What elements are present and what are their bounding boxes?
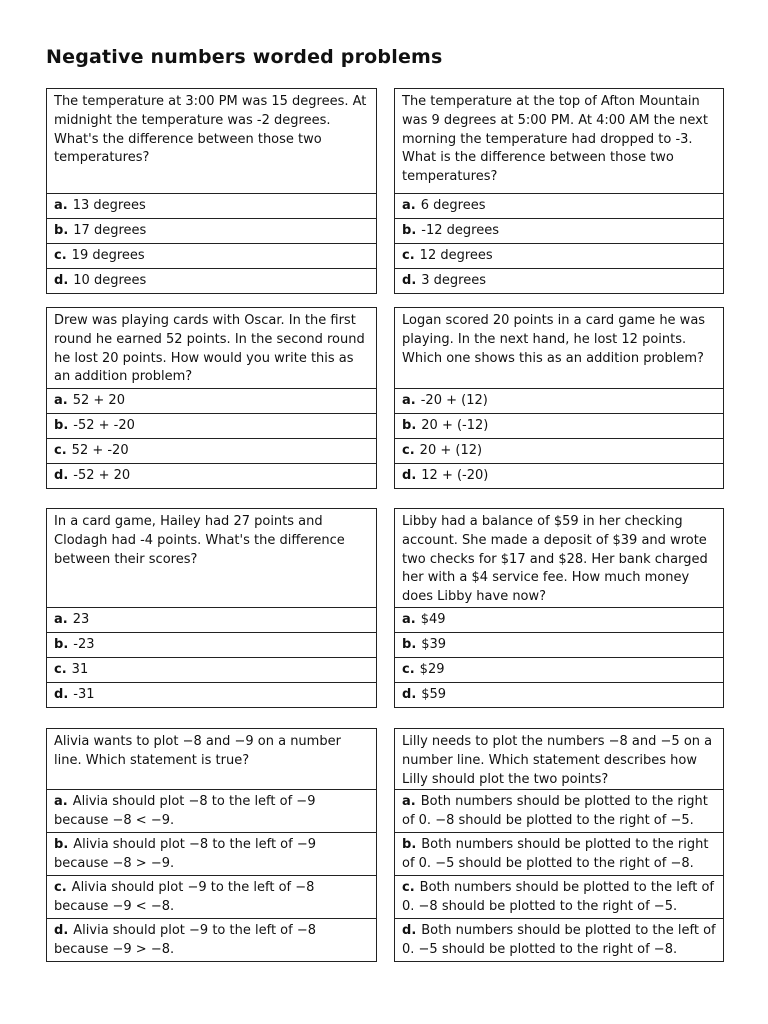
option-letter: b . (54, 417, 68, 436)
question-text: In a card game, Hailey had 27 points and Clodagh had -4 points. What's the difference between their scores? (54, 514, 345, 567)
option-letter: a . (54, 197, 68, 216)
answer-option[interactable] (395, 607, 723, 632)
problem-card (394, 88, 724, 294)
option-text: Alivia should plot −9 to the left of −8 because −9 < −8. (54, 880, 315, 914)
answer-option[interactable] (395, 682, 723, 707)
option-letter: b . (402, 417, 416, 436)
option-text: 17 degrees (73, 222, 147, 238)
option-letter: d . (54, 272, 68, 291)
problem-card (46, 728, 377, 962)
answer-option[interactable] (47, 413, 376, 438)
option-letter: a . (54, 392, 68, 411)
answer-option[interactable] (47, 218, 376, 243)
option-letter: d . (54, 467, 68, 486)
problem-card (46, 88, 377, 294)
option-text: -23 (73, 636, 95, 652)
option-text: 52 + -20 (71, 442, 129, 458)
problem-card (394, 307, 724, 489)
answer-option[interactable] (395, 218, 723, 243)
answer-option[interactable] (395, 268, 723, 293)
question-text: Drew was playing cards with Oscar. In the first round he earned 52 points. In the second round he lost 20 points. How would you write this as an addition problem? (54, 313, 365, 385)
answer-option[interactable] (47, 243, 376, 268)
answer-option[interactable] (395, 657, 723, 682)
option-text: 12 + (-20) (421, 467, 489, 483)
option-text: Alivia should plot −9 to the left of −8 because −9 > −8. (54, 923, 316, 957)
option-text: 13 degrees (72, 197, 146, 213)
option-letter: d . (402, 686, 416, 705)
question-text: Libby had a balance of $59 in her checking account. She made a deposit of $39 and wrote two checks for $17 and $28. Her bank charged her with a $4 service fee. How much money does Libby have now? (402, 514, 708, 605)
option-text: 52 + 20 (72, 392, 125, 408)
option-letter: b . (402, 222, 416, 241)
answer-option[interactable] (47, 657, 376, 682)
option-letter: c . (402, 880, 415, 895)
option-text: 23 (72, 611, 90, 627)
option-letter: b . (402, 636, 416, 655)
option-letter: c . (54, 247, 67, 266)
answer-option[interactable] (47, 632, 376, 657)
option-text: 20 + (-12) (421, 417, 489, 433)
option-letter: b . (402, 837, 416, 852)
option-letter: b . (54, 222, 68, 241)
answer-option[interactable] (47, 682, 376, 707)
option-text: -31 (73, 686, 95, 702)
answer-option[interactable] (395, 632, 723, 657)
answer-option[interactable] (47, 438, 376, 463)
option-letter: c . (54, 661, 67, 680)
option-letter: b . (54, 636, 68, 655)
answer-option[interactable] (47, 875, 376, 918)
answer-option[interactable] (47, 463, 376, 488)
option-text: 6 degrees (420, 197, 486, 213)
option-letter: c . (402, 442, 415, 461)
problem-card (394, 508, 724, 708)
option-letter: a . (54, 611, 68, 630)
option-text: Alivia should plot −8 to the left of −9 because −8 > −9. (54, 837, 316, 871)
answer-option[interactable] (47, 789, 376, 832)
answer-option[interactable] (395, 193, 723, 218)
question-text: The temperature at the top of Afton Mountain was 9 degrees at 5:00 PM. At 4:00 AM the next morning the temperature had dropped to -3. What is the difference between those two temperatures? (402, 94, 708, 185)
answer-option[interactable] (395, 388, 723, 413)
answer-option[interactable] (395, 875, 723, 918)
option-text: -52 + -20 (73, 417, 135, 433)
answer-option[interactable] (395, 243, 723, 268)
option-letter: d . (402, 923, 416, 938)
question-text: Lilly needs to plot the numbers −8 and −5 on a number line. Which statement describes how Lilly should plot the two points? (402, 734, 713, 787)
option-text: 12 degrees (419, 247, 493, 263)
option-letter: a . (402, 197, 416, 216)
answer-option[interactable] (47, 193, 376, 218)
option-text: $59 (421, 686, 447, 702)
option-text: Both numbers should be plotted to the left of 0. −8 should be plotted to the right of −5. (402, 880, 714, 914)
question-text: Logan scored 20 points in a card game he was playing. In the next hand, he lost 12 points. Which one shows this as an addition problem? (402, 313, 706, 366)
option-text: Both numbers should be plotted to the right of 0. −5 should be plotted to the right of −8. (402, 837, 709, 871)
question-text: Alivia wants to plot −8 and −9 on a number line. Which statement is true? (54, 734, 341, 768)
answer-option[interactable] (395, 789, 723, 832)
option-text: Both numbers should be plotted to the right of 0. −8 should be plotted to the right of −5. (402, 794, 708, 828)
option-text: $49 (420, 611, 446, 627)
option-text: 3 degrees (421, 272, 486, 288)
option-letter: d . (402, 467, 416, 486)
option-text: 19 degrees (71, 247, 145, 263)
problem-card (46, 508, 377, 708)
option-text: 31 (71, 661, 89, 677)
option-text: Alivia should plot −8 to the left of −9 because −8 < −9. (54, 794, 316, 828)
answer-option[interactable] (47, 832, 376, 875)
option-letter: c . (402, 247, 415, 266)
option-letter: a . (402, 611, 416, 630)
answer-option[interactable] (47, 268, 376, 293)
problem-card (394, 728, 724, 962)
option-text: $29 (419, 661, 445, 677)
option-letter: c . (54, 442, 67, 461)
answer-option[interactable] (395, 463, 723, 488)
option-text: 20 + (12) (419, 442, 483, 458)
option-letter: c . (54, 880, 67, 895)
answer-option[interactable] (395, 918, 723, 961)
option-letter: a . (54, 794, 68, 809)
option-text: 10 degrees (73, 272, 147, 288)
answer-option[interactable] (47, 388, 376, 413)
option-text: -12 degrees (421, 222, 499, 238)
option-letter: d . (402, 272, 416, 291)
answer-option[interactable] (47, 918, 376, 961)
option-letter: c . (402, 661, 415, 680)
problem-card (46, 307, 377, 489)
option-text: Both numbers should be plotted to the left of 0. −5 should be plotted to the right of −8. (402, 923, 716, 957)
option-letter: a . (402, 794, 416, 809)
option-text: -52 + 20 (73, 467, 131, 483)
answer-option[interactable] (395, 438, 723, 463)
option-text: -20 + (12) (420, 392, 488, 408)
option-letter: b . (54, 837, 68, 852)
option-letter: d . (54, 686, 68, 705)
option-text: $39 (421, 636, 447, 652)
answer-option[interactable] (395, 832, 723, 875)
answer-option[interactable] (47, 607, 376, 632)
question-text: The temperature at 3:00 PM was 15 degrees. At midnight the temperature was -2 degrees. What's the difference between those two temperatures? (54, 94, 367, 166)
answer-option[interactable] (395, 413, 723, 438)
worksheet-title: Negative numbers worded problems (46, 46, 443, 68)
option-letter: a . (402, 392, 416, 411)
option-letter: d . (54, 923, 68, 938)
